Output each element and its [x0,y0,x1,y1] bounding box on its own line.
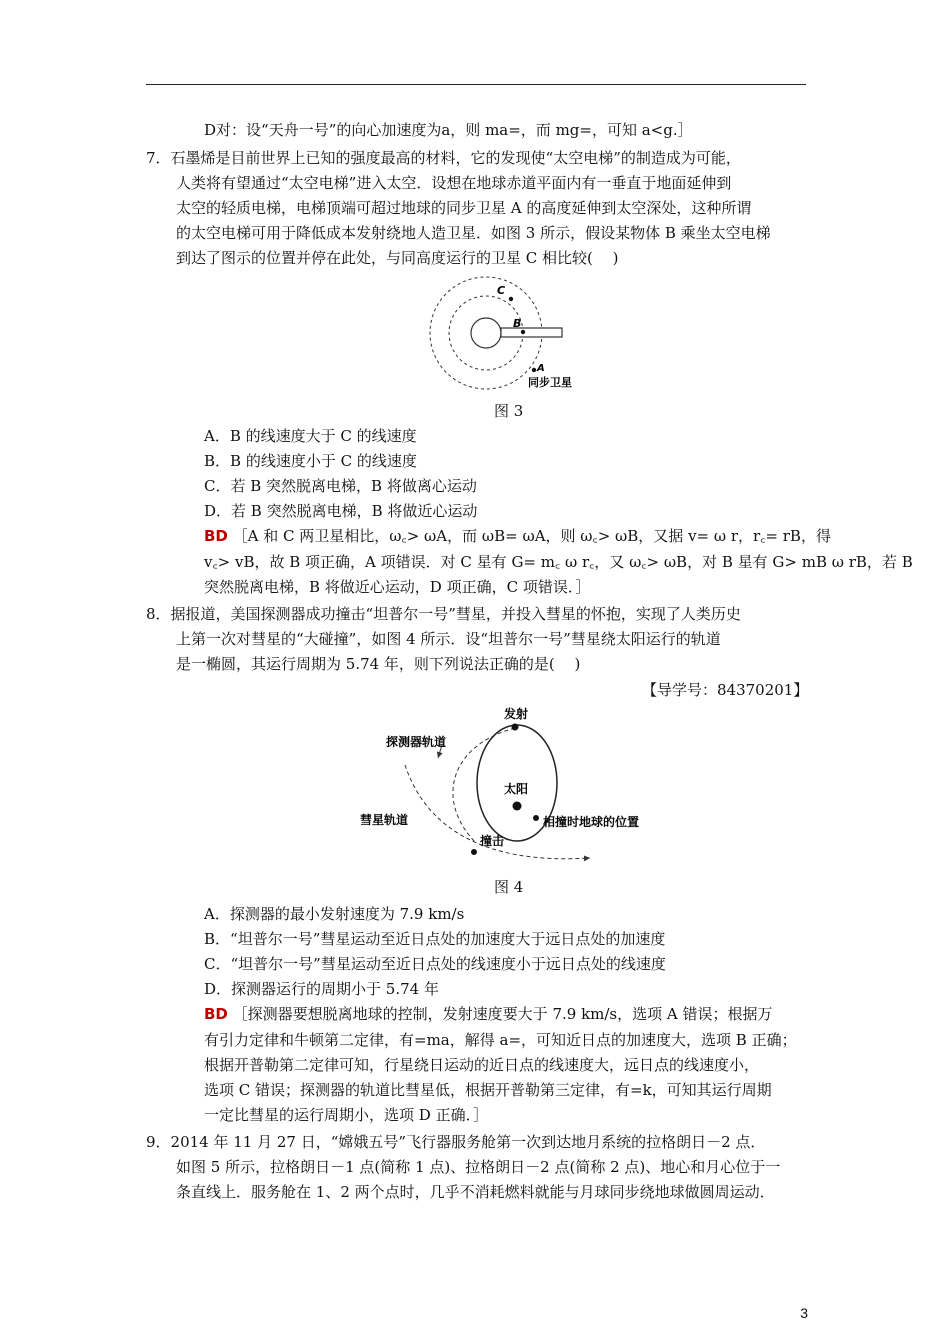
q7-stem-line-3: 太空的轻质电梯，电梯顶端可超过地球的同步卫星 A 的高度延伸到太空深处，这种所谓 [176,199,752,217]
page-number: 3 [800,1305,808,1321]
q8-answer-line-2: 有引力定律和牛顿第二定律，有=ma，解得 a=，可知近日点的加速度大，选项 B 正确； [204,1031,797,1049]
sun-dot [513,802,522,811]
figure-3-caption: 图 3 [494,402,524,420]
q8-answer-line-1 [204,1004,773,1024]
figure-3-diagram [420,275,580,397]
object-b-dot [521,330,525,334]
q8-stem-line-2: 上第一次对彗星的“大碰撞”，如图 4 所示．设“坦普尔一号”彗星绕太阳运行的轨道 [176,630,721,648]
q8-stem-line-1: 8．据报道，美国探测器成功撞击“坦普尔一号”彗星，并投入彗星的怀抱，实现了人类历史 [146,605,741,623]
label-sun: 太阳 [504,782,529,796]
label-comet-orbit: 彗星轨道 [360,813,409,827]
launch-point [512,724,519,731]
label-impact: 撞击 [480,834,505,848]
label-sync-satellite: 同步卫星 [528,376,572,389]
q8-option-b: B．“坦普尔一号”彗星运动至近日点处的加速度大于远日点处的加速度 [204,930,666,948]
q7-answer-text: ［A 和 C 两卫星相比，ω꜀> ωA，而 ωB= ωA，则 ω꜀> ωB，又据 v= ω r，r꜀= rB，得 [232,527,831,545]
label-b: B [513,317,522,330]
q8-option-a: A．探测器的最小发射速度为 7.9 km/s [204,905,465,923]
impact-point [471,849,477,855]
earth-position-dot [533,815,539,821]
q8-option-c: C．“坦普尔一号”彗星运动至近日点处的线速度小于远日点处的线速度 [204,955,666,973]
earth-circle [471,318,501,348]
q7-stem-line-4: 的太空电梯可用于降低成本发射绕地人造卫星．如图 3 所示，假设某物体 B 乘坐太空电梯 [176,224,771,242]
label-c: C [497,284,506,297]
q7-answer-line-3: 突然脱离电梯，B 将做近心运动，D 项正确，C 项错误．］ [204,578,591,596]
label-a: A [537,363,545,374]
q7-answer-key: BD [204,527,228,545]
q7-option-d: D．若 B 突然脱离电梯，B 将做近心运动 [204,502,478,520]
q6-d-explanation: D对：设“天舟一号”的向心加速度为a，则 ma=，而 mg=，可知 a<g.］ [204,121,693,139]
label-launch: 发射 [504,707,529,721]
q7-stem-line-2: 人类将有望通过“太空电梯”进入太空．设想在地球赤道平面内有一垂直于地面延伸到 [176,174,732,192]
q8-guide-number: 【导学号：84370201】 [642,681,809,699]
q7-stem-line-1: 7．石墨烯是目前世界上已知的强度最高的材料，它的发现使“太空电梯”的制造成为可能， [146,149,741,167]
q7-option-a: A．B 的线速度大于 C 的线速度 [204,427,417,445]
q9-stem-line-3: 条直线上．服务舱在 1、2 两个点时，几乎不消耗燃料就能与月球同步绕地球做圆周运动． [176,1183,775,1201]
q8-answer-key: BD [204,1005,228,1023]
label-earth-position: 相撞时地球的位置 [543,815,640,829]
q8-answer-line-4: 选项 C 错误；探测器的轨道比彗星低，根据开普勒第三定律，有=k，可知其运行周期 [204,1081,772,1099]
header-rule [146,84,806,85]
q7-answer-line-1 [204,526,831,546]
q9-stem-line-1: 9．2014 年 11 月 27 日，“嫦娥五号”飞行器服务舱第一次到达地月系统的拉格朗日－2 点． [146,1133,766,1151]
satellite-a-dot [532,368,536,372]
q9-stem-line-2: 如图 5 所示，拉格朗日－1 点(简称 1 点)、拉格朗日－2 点(简称 2 点)、地心和月心位于一 [176,1158,781,1176]
q7-option-b: B．B 的线速度小于 C 的线速度 [204,452,417,470]
satellite-c-dot [509,297,513,301]
figure-4-caption: 图 4 [494,878,524,896]
q8-answer-line-3: 根据开普勒第二定律可知，行星绕日运动的近日点的线速度大，远日点的线速度小， [204,1056,760,1074]
q8-answer-text: ［探测器要想脱离地球的控制，发射速度要大于 7.9 km/s，选项 A 错误；根据万 [232,1005,773,1023]
q7-stem-line-5: 到达了图示的位置并停在此处，与同高度运行的卫星 C 相比较( ) [176,249,619,267]
q7-answer-line-2: v꜀> vB，故 B 项正确，A 项错误．对 C 星有 G= m꜀ ω r꜀，又 ω꜀> ωB，对 B 星有 G> mB ω rB，若 B [204,553,913,571]
q7-option-c: C．若 B 突然脱离电梯，B 将做离心运动 [204,477,477,495]
label-probe-orbit: 探测器轨道 [386,735,447,749]
figure-4-diagram [350,700,670,870]
q8-stem-line-3: 是一椭圆，其运行周期为 5.74 年，则下列说法正确的是( ) [176,655,581,673]
space-elevator [501,328,562,337]
q8-option-d: D．探测器运行的周期小于 5.74 年 [204,980,439,998]
q8-answer-line-5: 一定比彗星的运行周期小，选项 D 正确．］ [204,1106,489,1124]
